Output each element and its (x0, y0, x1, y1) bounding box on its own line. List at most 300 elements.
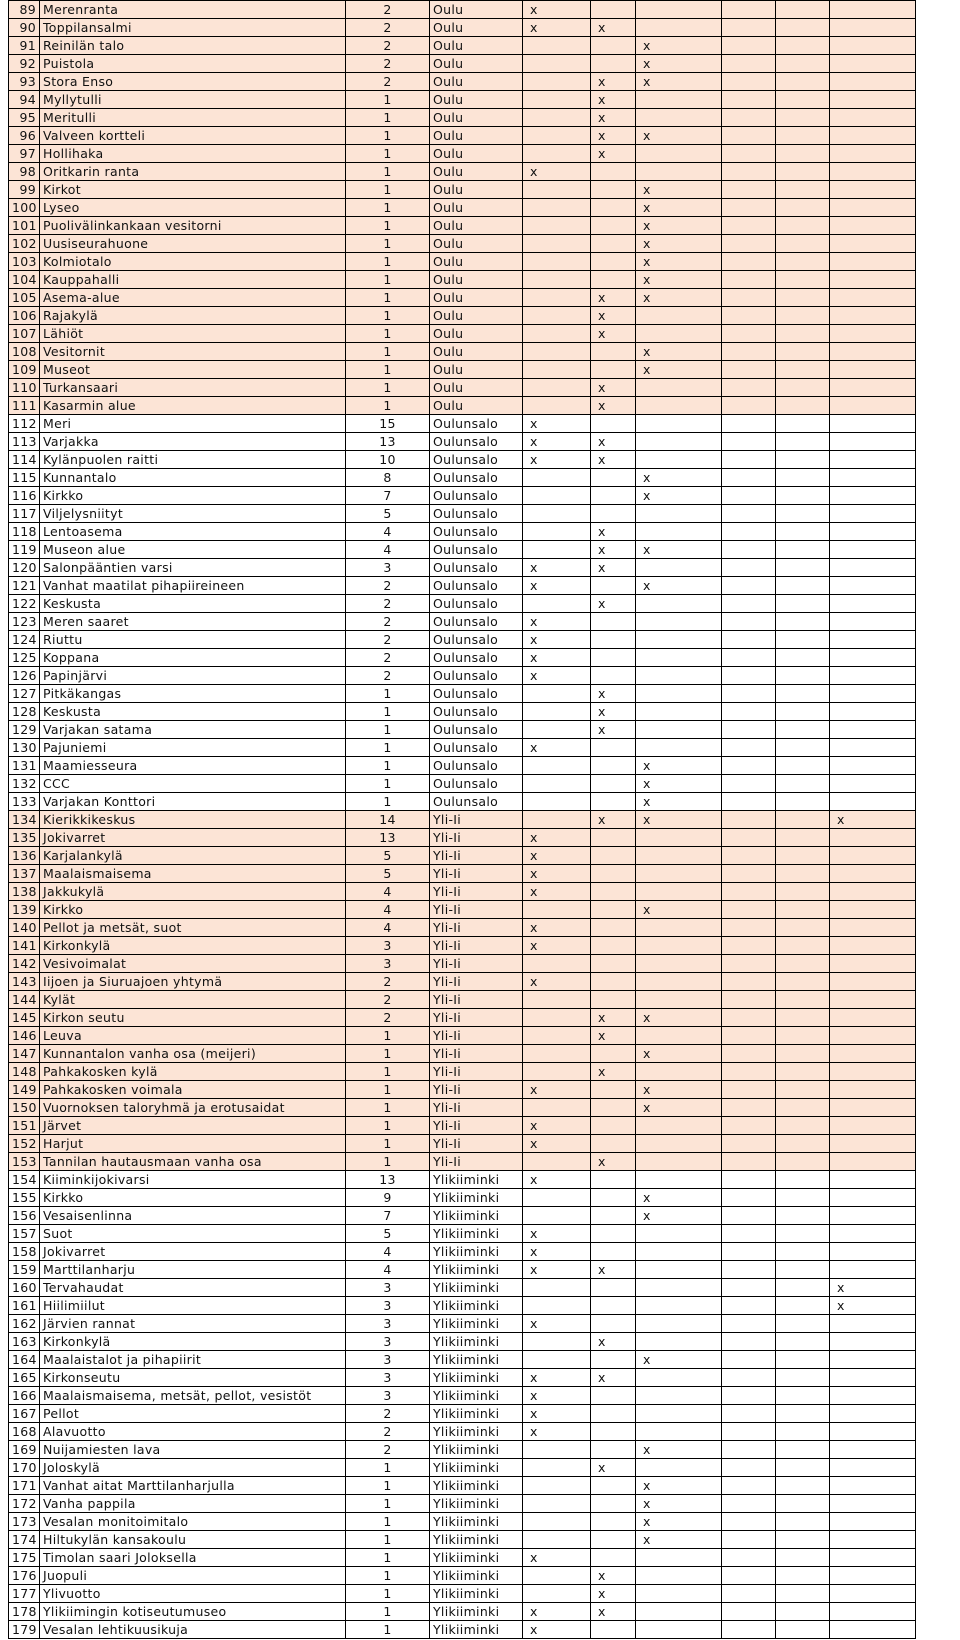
row-mark-1: x (523, 937, 591, 955)
row-mark-2 (591, 1531, 636, 1549)
row-mark-2 (591, 163, 636, 181)
row-mark-5 (776, 1171, 830, 1189)
row-mark-6 (830, 397, 916, 415)
table-row (9, 631, 916, 649)
row-mark-5 (776, 361, 830, 379)
row-mark-1 (523, 505, 591, 523)
row-name: Pellot (40, 1405, 346, 1423)
row-mark-1: x (523, 847, 591, 865)
table-row (9, 595, 916, 613)
row-mark-1 (523, 469, 591, 487)
row-area: Yli-Ii (430, 973, 523, 991)
row-mark-2 (591, 955, 636, 973)
row-number: 124 (9, 631, 40, 649)
row-number: 114 (9, 451, 40, 469)
row-name: Pajuniemi (40, 739, 346, 757)
row-name: Iijoen ja Siuruajoen yhtymä (40, 973, 346, 991)
row-name: Meri (40, 415, 346, 433)
row-mark-1 (523, 1279, 591, 1297)
table-row (9, 325, 916, 343)
row-value: 13 (346, 433, 430, 451)
table-row (9, 613, 916, 631)
row-mark-1: x (523, 829, 591, 847)
row-mark-6 (830, 1423, 916, 1441)
row-name: Puistola (40, 55, 346, 73)
row-mark-4 (722, 811, 776, 829)
row-number: 120 (9, 559, 40, 577)
table-row (9, 1153, 916, 1171)
row-area: Oulunsalo (430, 559, 523, 577)
row-number: 103 (9, 253, 40, 271)
row-mark-2 (591, 1045, 636, 1063)
row-mark-3: x (636, 757, 722, 775)
row-mark-1 (523, 145, 591, 163)
row-mark-5 (776, 343, 830, 361)
row-value: 1 (346, 289, 430, 307)
row-mark-2 (591, 505, 636, 523)
row-mark-1: x (523, 667, 591, 685)
row-area: Yli-Ii (430, 919, 523, 937)
row-mark-3 (636, 595, 722, 613)
row-mark-1: x (523, 559, 591, 577)
table-row (9, 1333, 916, 1351)
row-area: Oulu (430, 253, 523, 271)
row-mark-3: x (636, 1045, 722, 1063)
row-area: Ylikiiminki (430, 1423, 523, 1441)
row-mark-6 (830, 1387, 916, 1405)
row-mark-6 (830, 757, 916, 775)
row-area: Ylikiiminki (430, 1585, 523, 1603)
row-mark-1 (523, 307, 591, 325)
row-value: 8 (346, 469, 430, 487)
row-mark-1: x (523, 649, 591, 667)
row-number: 97 (9, 145, 40, 163)
row-mark-3: x (636, 1531, 722, 1549)
row-mark-5 (776, 451, 830, 469)
row-name: Tannilan hautausmaan vanha osa (40, 1153, 346, 1171)
row-number: 164 (9, 1351, 40, 1369)
row-area: Oulunsalo (430, 649, 523, 667)
row-value: 2 (346, 1405, 430, 1423)
row-name: Vesalan monitoimitalo (40, 1513, 346, 1531)
row-value: 1 (346, 325, 430, 343)
row-area: Oulunsalo (430, 703, 523, 721)
row-mark-3: x (636, 73, 722, 91)
row-mark-2 (591, 253, 636, 271)
row-value: 5 (346, 505, 430, 523)
row-mark-5 (776, 829, 830, 847)
row-mark-1 (523, 199, 591, 217)
row-mark-5 (776, 19, 830, 37)
row-name: Myllytulli (40, 91, 346, 109)
row-area: Oulunsalo (430, 739, 523, 757)
row-area: Ylikiiminki (430, 1351, 523, 1369)
row-mark-1 (523, 1351, 591, 1369)
row-mark-1: x (523, 1315, 591, 1333)
row-mark-6 (830, 487, 916, 505)
row-mark-6 (830, 865, 916, 883)
table-row (9, 1045, 916, 1063)
table-row (9, 163, 916, 181)
row-mark-4 (722, 217, 776, 235)
row-number: 145 (9, 1009, 40, 1027)
row-name: Vesivoimalat (40, 955, 346, 973)
row-value: 3 (346, 1279, 430, 1297)
table-row (9, 919, 916, 937)
row-mark-5 (776, 1009, 830, 1027)
row-mark-5 (776, 721, 830, 739)
table-row (9, 559, 916, 577)
row-area: Ylikiiminki (430, 1279, 523, 1297)
row-number: 179 (9, 1621, 40, 1639)
row-mark-4 (722, 1261, 776, 1279)
row-mark-6: x (830, 1297, 916, 1315)
row-value: 13 (346, 1171, 430, 1189)
row-mark-6 (830, 1261, 916, 1279)
row-mark-3: x (636, 1207, 722, 1225)
row-number: 148 (9, 1063, 40, 1081)
row-mark-4 (722, 289, 776, 307)
row-mark-2 (591, 1477, 636, 1495)
row-mark-6 (830, 1567, 916, 1585)
row-mark-6 (830, 307, 916, 325)
row-mark-6 (830, 523, 916, 541)
row-area: Yli-Ii (430, 1099, 523, 1117)
row-mark-3 (636, 613, 722, 631)
row-number: 139 (9, 901, 40, 919)
row-area: Oulunsalo (430, 667, 523, 685)
row-mark-3: x (636, 811, 722, 829)
row-mark-6 (830, 1495, 916, 1513)
row-mark-1: x (523, 1135, 591, 1153)
row-area: Ylikiiminki (430, 1369, 523, 1387)
row-name: Karjalankylä (40, 847, 346, 865)
row-mark-2: x (591, 1369, 636, 1387)
row-mark-1 (523, 271, 591, 289)
row-mark-4 (722, 1243, 776, 1261)
row-mark-4 (722, 865, 776, 883)
row-area: Ylikiiminki (430, 1297, 523, 1315)
row-mark-6 (830, 1099, 916, 1117)
row-name: Nuijamiesten lava (40, 1441, 346, 1459)
row-mark-1: x (523, 1081, 591, 1099)
row-mark-4 (722, 523, 776, 541)
row-mark-3: x (636, 1009, 722, 1027)
row-area: Oulu (430, 325, 523, 343)
row-area: Yli-Ii (430, 811, 523, 829)
row-mark-6 (830, 739, 916, 757)
row-mark-1 (523, 1441, 591, 1459)
row-name: Turkansaari (40, 379, 346, 397)
row-mark-1 (523, 1495, 591, 1513)
row-mark-6 (830, 55, 916, 73)
row-value: 1 (346, 739, 430, 757)
row-mark-3 (636, 1027, 722, 1045)
table-row (9, 973, 916, 991)
row-mark-4 (722, 1297, 776, 1315)
row-value: 3 (346, 1387, 430, 1405)
row-area: Oulu (430, 343, 523, 361)
table-row (9, 793, 916, 811)
row-mark-3: x (636, 1099, 722, 1117)
row-mark-4 (722, 1135, 776, 1153)
row-value: 1 (346, 109, 430, 127)
row-mark-5 (776, 1387, 830, 1405)
table-row (9, 1261, 916, 1279)
row-number: 121 (9, 577, 40, 595)
row-number: 101 (9, 217, 40, 235)
row-mark-2 (591, 217, 636, 235)
row-mark-3 (636, 397, 722, 415)
row-name: Hiilimiilut (40, 1297, 346, 1315)
row-mark-2 (591, 1189, 636, 1207)
row-mark-2 (591, 667, 636, 685)
row-mark-4 (722, 127, 776, 145)
row-value: 1 (346, 1135, 430, 1153)
row-mark-1 (523, 289, 591, 307)
table-row (9, 685, 916, 703)
row-mark-1 (523, 217, 591, 235)
row-mark-4 (722, 685, 776, 703)
row-mark-6 (830, 541, 916, 559)
row-mark-3 (636, 1567, 722, 1585)
row-mark-1 (523, 1099, 591, 1117)
row-mark-4 (722, 937, 776, 955)
row-name: Varjakan Konttori (40, 793, 346, 811)
row-number: 136 (9, 847, 40, 865)
table-row (9, 505, 916, 523)
row-value: 7 (346, 487, 430, 505)
row-mark-4 (722, 955, 776, 973)
row-mark-6 (830, 325, 916, 343)
row-mark-3 (636, 1171, 722, 1189)
row-value: 3 (346, 1369, 430, 1387)
row-mark-3 (636, 1459, 722, 1477)
row-number: 127 (9, 685, 40, 703)
row-mark-2 (591, 1099, 636, 1117)
row-mark-4 (722, 1063, 776, 1081)
row-area: Yli-Ii (430, 1027, 523, 1045)
row-mark-6 (830, 829, 916, 847)
row-name: Maalaismaisema (40, 865, 346, 883)
row-mark-2 (591, 793, 636, 811)
row-mark-1 (523, 253, 591, 271)
row-value: 1 (346, 1531, 430, 1549)
row-mark-5 (776, 37, 830, 55)
row-mark-2 (591, 55, 636, 73)
row-mark-1: x (523, 415, 591, 433)
row-mark-1 (523, 1153, 591, 1171)
row-mark-1 (523, 343, 591, 361)
row-mark-2 (591, 919, 636, 937)
row-mark-2: x (591, 379, 636, 397)
row-area: Oulu (430, 397, 523, 415)
row-mark-1: x (523, 1, 591, 19)
row-mark-4 (722, 361, 776, 379)
row-mark-5 (776, 1189, 830, 1207)
row-area: Ylikiiminki (430, 1477, 523, 1495)
row-mark-2: x (591, 523, 636, 541)
row-mark-6 (830, 109, 916, 127)
row-mark-4 (722, 919, 776, 937)
row-mark-3: x (636, 487, 722, 505)
row-mark-2 (591, 613, 636, 631)
row-value: 1 (346, 343, 430, 361)
row-mark-5 (776, 271, 830, 289)
row-mark-3 (636, 145, 722, 163)
row-mark-1: x (523, 1405, 591, 1423)
table-row (9, 451, 916, 469)
row-mark-2: x (591, 1603, 636, 1621)
row-number: 142 (9, 955, 40, 973)
row-area: Ylikiiminki (430, 1495, 523, 1513)
table-row (9, 1549, 916, 1567)
row-mark-2: x (591, 1585, 636, 1603)
row-mark-6 (830, 1531, 916, 1549)
row-mark-1: x (523, 163, 591, 181)
row-mark-6 (830, 181, 916, 199)
row-value: 5 (346, 1225, 430, 1243)
row-value: 4 (346, 901, 430, 919)
row-mark-1 (523, 235, 591, 253)
row-name: Puolivälinkankaan vesitorni (40, 217, 346, 235)
row-mark-6 (830, 271, 916, 289)
row-mark-1: x (523, 883, 591, 901)
row-name: Maalaismaisema, metsät, pellot, vesistöt (40, 1387, 346, 1405)
row-mark-4 (722, 199, 776, 217)
row-mark-6 (830, 1603, 916, 1621)
row-area: Oulu (430, 1, 523, 19)
row-mark-4 (722, 469, 776, 487)
row-mark-5 (776, 1243, 830, 1261)
table-row (9, 775, 916, 793)
row-mark-5 (776, 559, 830, 577)
row-mark-3: x (636, 1189, 722, 1207)
row-area: Oulu (430, 289, 523, 307)
row-mark-3: x (636, 469, 722, 487)
row-mark-4 (722, 1585, 776, 1603)
row-value: 2 (346, 73, 430, 91)
row-mark-4 (722, 1603, 776, 1621)
row-number: 98 (9, 163, 40, 181)
row-mark-1 (523, 325, 591, 343)
row-mark-4 (722, 631, 776, 649)
row-mark-1: x (523, 1171, 591, 1189)
row-number: 157 (9, 1225, 40, 1243)
row-mark-2: x (591, 109, 636, 127)
row-mark-5 (776, 1315, 830, 1333)
row-area: Yli-Ii (430, 1135, 523, 1153)
row-mark-4 (722, 1495, 776, 1513)
row-area: Yli-Ii (430, 883, 523, 901)
table-row (9, 865, 916, 883)
row-name: Ylivuotto (40, 1585, 346, 1603)
row-mark-4 (722, 703, 776, 721)
row-mark-5 (776, 1117, 830, 1135)
row-mark-5 (776, 1045, 830, 1063)
row-mark-6 (830, 217, 916, 235)
row-mark-3: x (636, 1495, 722, 1513)
row-number: 110 (9, 379, 40, 397)
row-mark-3: x (636, 793, 722, 811)
row-mark-3 (636, 379, 722, 397)
row-mark-6 (830, 361, 916, 379)
row-mark-3 (636, 649, 722, 667)
row-mark-6 (830, 1549, 916, 1567)
row-area: Oulu (430, 55, 523, 73)
row-number: 138 (9, 883, 40, 901)
row-value: 2 (346, 577, 430, 595)
row-mark-1 (523, 55, 591, 73)
row-mark-2: x (591, 451, 636, 469)
row-mark-4 (722, 253, 776, 271)
row-mark-3 (636, 739, 722, 757)
table-row (9, 73, 916, 91)
table-row (9, 1189, 916, 1207)
row-number: 171 (9, 1477, 40, 1495)
row-mark-1 (523, 793, 591, 811)
row-number: 92 (9, 55, 40, 73)
row-mark-4 (722, 487, 776, 505)
row-mark-6 (830, 649, 916, 667)
row-mark-5 (776, 937, 830, 955)
row-value: 1 (346, 253, 430, 271)
row-mark-5 (776, 1549, 830, 1567)
row-mark-1: x (523, 739, 591, 757)
row-name: Keskusta (40, 595, 346, 613)
row-mark-1 (523, 811, 591, 829)
row-mark-1 (523, 703, 591, 721)
row-mark-4 (722, 145, 776, 163)
row-mark-6 (830, 343, 916, 361)
table-row (9, 1441, 916, 1459)
row-name: Pahkakosken voimala (40, 1081, 346, 1099)
row-mark-3: x (636, 55, 722, 73)
row-mark-5 (776, 1279, 830, 1297)
row-area: Oulunsalo (430, 523, 523, 541)
table-row (9, 145, 916, 163)
row-mark-3: x (636, 541, 722, 559)
row-value: 1 (346, 1585, 430, 1603)
row-mark-3 (636, 703, 722, 721)
row-mark-4 (722, 1027, 776, 1045)
row-mark-3: x (636, 901, 722, 919)
row-mark-2: x (591, 289, 636, 307)
row-mark-3 (636, 1423, 722, 1441)
row-mark-5 (776, 1603, 830, 1621)
row-mark-3 (636, 955, 722, 973)
row-mark-5 (776, 739, 830, 757)
row-mark-6 (830, 883, 916, 901)
row-mark-2 (591, 1387, 636, 1405)
row-name: Joloskylä (40, 1459, 346, 1477)
row-name: Lyseo (40, 199, 346, 217)
row-mark-2: x (591, 685, 636, 703)
row-mark-5 (776, 1225, 830, 1243)
row-mark-2: x (591, 595, 636, 613)
row-name: Tervahaudat (40, 1279, 346, 1297)
row-mark-5 (776, 1531, 830, 1549)
row-name: Jokivarret (40, 829, 346, 847)
row-mark-5 (776, 1567, 830, 1585)
row-mark-4 (722, 1189, 776, 1207)
row-name: Meren saaret (40, 613, 346, 631)
row-name: Vesaisenlinna (40, 1207, 346, 1225)
row-mark-4 (722, 1567, 776, 1585)
row-number: 112 (9, 415, 40, 433)
table-row (9, 1063, 916, 1081)
row-mark-2 (591, 1315, 636, 1333)
